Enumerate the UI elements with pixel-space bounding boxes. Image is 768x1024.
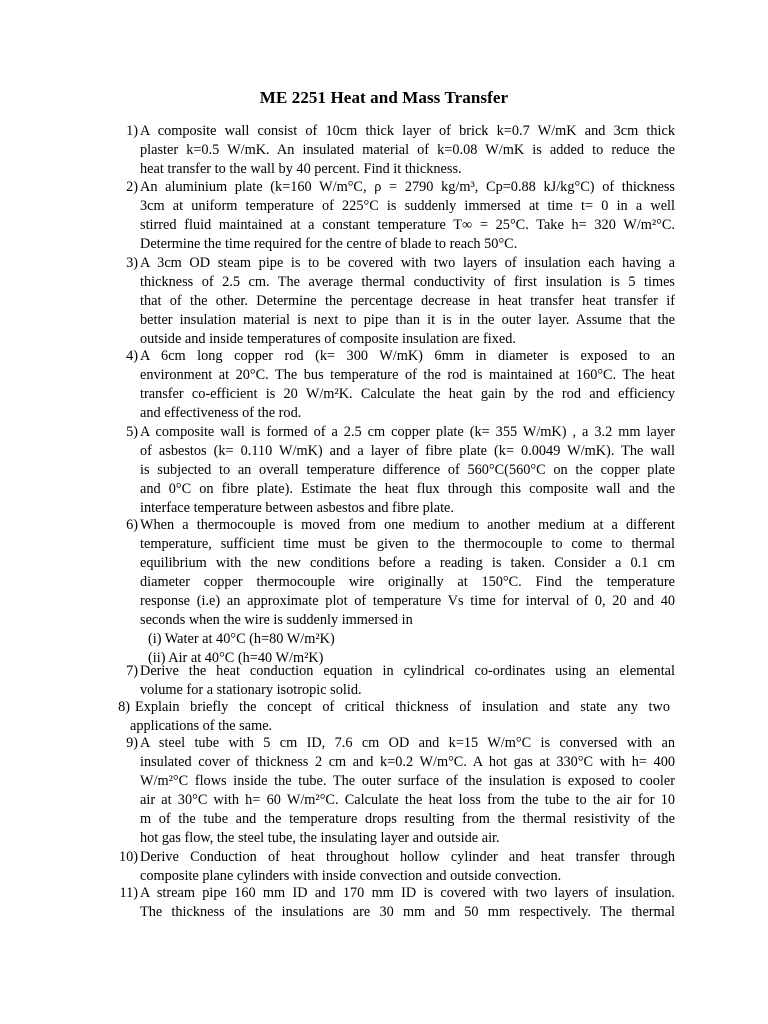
question-line: 3cm at uniform temperature of 225°C is suddenly immersed at time t= 0 in a well: [140, 198, 675, 214]
question-line: outside and inside temperatures of composite insulation are fixed.: [140, 331, 516, 347]
question-line: hot gas flow, the steel tube, the insulating layer and outside air.: [140, 830, 500, 846]
question-line: of asbestos (k= 0.110 W/mK) and a layer of fibre plate (k= 0.0049 W/mK). The wall: [140, 443, 675, 459]
question-text: [130, 698, 670, 736]
question-text: [140, 848, 675, 886]
question-line: that of the other. Determine the percentage decrease in heat transfer heat transfer if: [140, 293, 675, 309]
document-title: ME 2251 Heat and Mass Transfer: [259, 88, 509, 107]
question-line: composite plane cylinders with inside convection and outside convection.: [140, 868, 562, 884]
question-text: [140, 347, 675, 423]
question-line: interface temperature between asbestos and fibre plate.: [140, 500, 454, 516]
question-number: 9): [126, 735, 138, 751]
question-line: thickness of 2.5 cm. The average thermal conductivity of first insulation is 5 times: [140, 274, 675, 290]
question-line: temperature, sufficient time must be given to the thermocouple to come to thermal: [140, 536, 675, 552]
question-line: A composite wall is formed of a 2.5 cm copper plate (k= 355 W/mK) , a 3.2 mm layer: [140, 424, 675, 440]
question-line: diameter copper thermocouple wire originally at 150°C. Find the temperature: [140, 574, 675, 590]
question-line: response (i.e) an approximate plot of temperature Vs time for interval of 0, 20 and 40: [140, 593, 675, 609]
question-line: Derive Conduction of heat throughout hollow cylinder and heat transfer through: [140, 849, 675, 865]
question-line: is subjected to an overall temperature difference of 560°C(560°C on the copper plate: [140, 462, 675, 478]
question-line: and 0°C on fibre plate). Estimate the heat flux through this composite wall and the: [140, 481, 675, 497]
question-line: A 6cm long copper rod (k= 300 W/mK) 6mm in diameter is exposed to an: [140, 348, 675, 364]
question-number: 8): [118, 699, 130, 715]
question-text: [140, 884, 675, 922]
sub-item: (i) Water at 40°C (h=80 W/m²K): [148, 631, 335, 647]
question-text: [140, 122, 675, 179]
question-number: 5): [126, 424, 138, 440]
question-line: A stream pipe 160 mm ID and 170 mm ID is covered with two layers of insulation.: [140, 885, 675, 901]
question-line: A 3cm OD steam pipe is to be covered with two layers of insulation each having a: [140, 255, 675, 271]
question-line: Derive the heat conduction equation in cylindrical co-ordinates using an elemental: [140, 663, 675, 679]
question-line: m of the tube and the temperature drops resulting from the thermal resistivity of the: [140, 811, 675, 827]
question-text: [140, 662, 675, 700]
question-line: plaster k=0.5 W/mK. An insulated material of k=0.08 W/mK is added to reduce the: [140, 142, 675, 158]
question-line: transfer co-efficient is 20 W/m²K. Calculate the heat gain by the rod and efficiency: [140, 386, 675, 402]
question-line: seconds when the wire is suddenly immersed in: [140, 612, 413, 628]
question-line: stirred fluid maintained at a constant temperature T∞ = 25°C. Take h= 320 W/m²°C.: [140, 217, 675, 233]
question-number: 2): [126, 179, 138, 195]
question-line: equilibrium with the new conditions before a reading is taken. Consider a 0.1 cm: [140, 555, 675, 571]
question-line: air at 30°C with h= 60 W/m²°C. Calculate the heat loss from the tube to the air for 10: [140, 792, 675, 808]
question-line: When a thermocouple is moved from one medium to another medium at a different: [140, 517, 675, 533]
question-number: 7): [126, 663, 138, 679]
question-line: Determine the time required for the centre of blade to reach 50°C.: [140, 236, 518, 252]
question-line: volume for a stationary isotropic solid.: [140, 682, 362, 698]
question-number: 3): [126, 255, 138, 271]
question-line: better insulation material is next to pipe than it is in the outer layer. Assume that the: [140, 312, 675, 328]
question-text: [140, 254, 675, 349]
question-text: [140, 516, 675, 668]
question-line: Explain briefly the concept of critical thickness of insulation and state any two: [135, 699, 670, 715]
question-number: 10): [118, 849, 138, 865]
question-number: 1): [126, 123, 138, 139]
question-number: 6): [126, 517, 138, 533]
question-line: applications of the same.: [130, 718, 273, 734]
question-line: W/m²°C flows inside the tube. The outer surface of the insulation is exposed to cooler: [140, 773, 675, 789]
question-text: [140, 423, 675, 518]
question-line: A composite wall consist of 10cm thick layer of brick k=0.7 W/mK and 3cm thick: [140, 123, 675, 139]
question-line: A steel tube with 5 cm ID, 7.6 cm OD and k=15 W/m°C is conversed with an: [140, 735, 675, 751]
question-line: environment at 20°C. The bus temperature of the rod is maintained at 160°C. The heat: [140, 367, 675, 383]
question-line: heat transfer to the wall by 40 percent. Find it thickness.: [140, 161, 462, 177]
question-line: The thickness of the insulations are 30 mm and 50 mm respectively. The thermal: [140, 904, 675, 920]
sub-item: (ii) Air at 40°C (h=40 W/m²K): [148, 650, 324, 666]
question-number: 4): [126, 348, 138, 364]
question-number: 11): [119, 885, 138, 901]
question-line: insulated cover of thickness 2 cm and k=0.2 W/m°C. A hot gas at 330°C with h= 400: [140, 754, 675, 770]
question-line: and effectiveness of the rod.: [140, 405, 302, 421]
question-text: [140, 178, 675, 254]
question-line: An aluminium plate (k=160 W/m°C, ρ = 2790 kg/m³, Cp=0.88 kJ/kg°C) of thickness: [140, 179, 675, 195]
question-text: [140, 734, 675, 848]
